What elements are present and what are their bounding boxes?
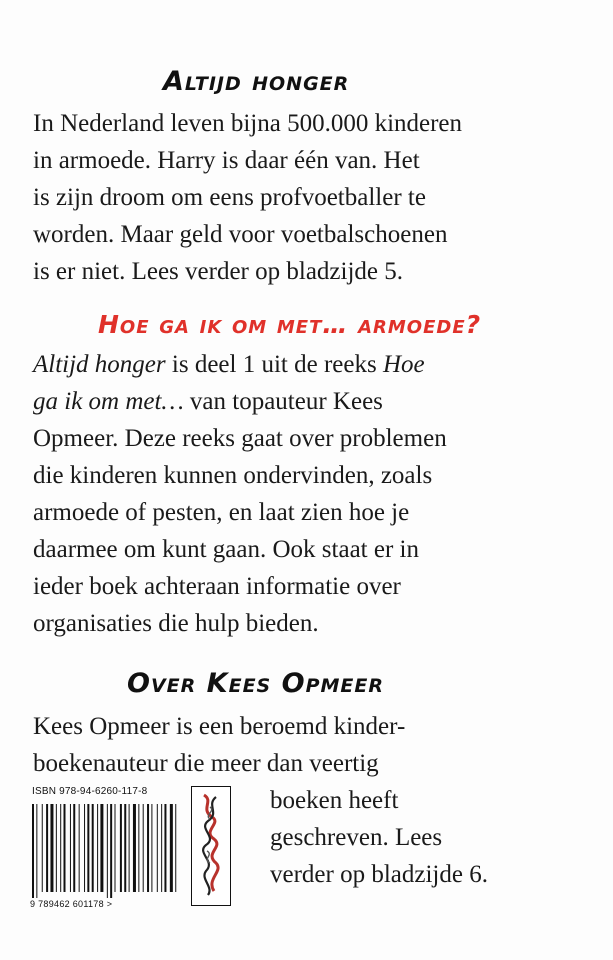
publisher-logo-icon <box>192 787 230 905</box>
series-title-italic: Hoe <box>382 351 425 378</box>
body-line: organisaties die hulp bieden. <box>33 610 319 637</box>
section-title-altijd-honger: Altijd honger <box>163 66 350 97</box>
body-line: worden. Maar geld voor voetbalschoenen <box>33 221 448 248</box>
body-line: verder op bladzijde 6. <box>270 861 488 888</box>
isbn-label: ISBN 978-94-6260-117-8 <box>32 786 148 797</box>
section-body-series <box>33 346 447 642</box>
body-line: boekenauteur die meer dan veertig <box>33 750 379 777</box>
section-title-series: Hoe ga ik om met… armoede? <box>98 310 482 339</box>
body-text: van topauteur Kees <box>183 388 383 415</box>
body-line: is zijn droom om eens profvoetballer te <box>33 184 426 211</box>
section-body-author-continued <box>270 782 488 893</box>
section-body-author <box>33 708 405 782</box>
body-line: Kees Opmeer is een beroemd kinder- <box>33 713 406 740</box>
body-text: is deel 1 uit de reeks <box>165 351 383 378</box>
publisher-logo <box>191 786 231 906</box>
body-line: die kinderen kunnen ondervinden, zoals <box>33 462 433 489</box>
isbn-barcode-block <box>30 786 180 922</box>
body-line: daarmee om kunt gaan. Ook staat er in <box>33 536 419 563</box>
series-title-italic: ga ik om met… <box>33 388 184 415</box>
body-line: in armoede. Harry is daar één van. Het <box>33 147 420 174</box>
body-line: In Nederland leven bijna 500.000 kinderen <box>33 110 463 137</box>
barcode-icon <box>30 804 178 898</box>
body-line <box>33 383 447 420</box>
section-title-author: Over Kees Opmeer <box>127 668 385 699</box>
body-line: armoede of pesten, en laat zien hoe je <box>33 499 410 526</box>
body-line: is er niet. Lees verder op bladzijde 5. <box>33 258 403 285</box>
body-line <box>33 346 447 383</box>
body-line: ieder boek achteraan informatie over <box>33 573 401 600</box>
body-line: boeken heeft <box>270 787 399 814</box>
section-body-altijd-honger <box>33 105 462 290</box>
body-line: Opmeer. Deze reeks gaat over problemen <box>33 425 447 452</box>
barcode-digits: 9 789462 601178 > <box>30 899 113 909</box>
body-line: geschreven. Lees <box>270 824 443 851</box>
book-title-italic: Altijd honger <box>33 351 166 378</box>
